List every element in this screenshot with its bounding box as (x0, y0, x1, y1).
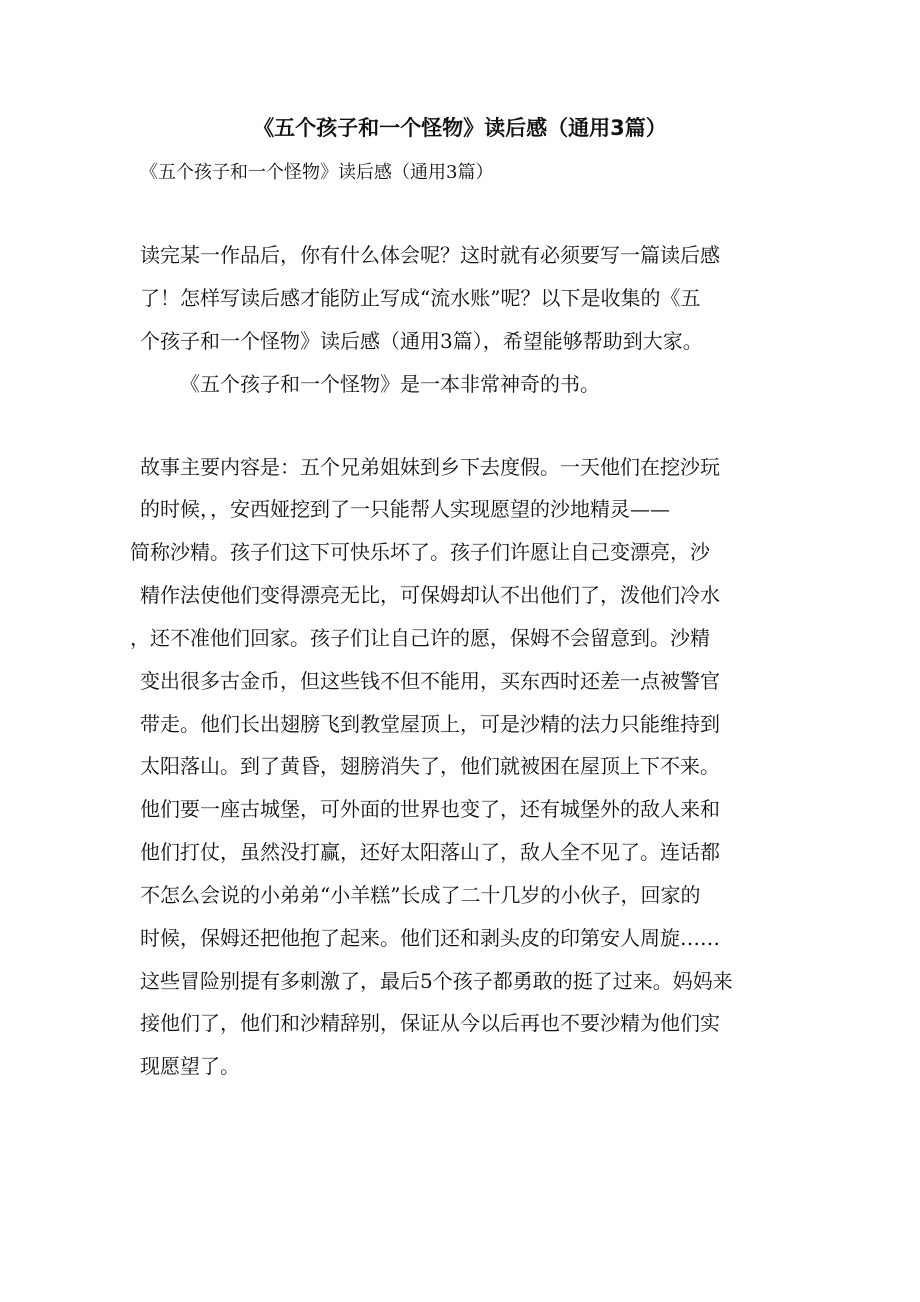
body-line: 变出很多古金币，但这些钱不但不能用，买东西时还差一点被警官 (140, 669, 720, 693)
body-line: 他们打仗，虽然没打赢，还好太阳落山了，敌人全不见了。连话都 (140, 840, 720, 864)
body-line: ，还不准他们回家。孩子们让自己许的愿，保姆不会留意到。沙精 (130, 626, 710, 650)
body-line: 这些冒险别提有多刺激了，最后5个孩子都勇敢的挺了过来。妈妈来 (140, 969, 733, 993)
document-subtitle: 《五个孩子和一个怪物》读后感（通用3篇） (140, 162, 494, 183)
body-line: 精作法使他们变得漂亮无比，可保姆却认不出他们了，泼他们冷水 (140, 583, 720, 607)
body-line: 接他们了，他们和沙精辞别，保证从今以后再也不要沙精为他们实 (140, 1011, 720, 1035)
first-sentence: 《五个孩子和一个怪物》是一本非常神奇的书。 (180, 372, 600, 396)
intro-line: 个孩子和一个怪物》读后感（通用3篇），希望能够帮助到大家。 (140, 329, 703, 353)
body-line: 的时候，，安西娅挖到了一只能帮人实现愿望的沙地精灵—— (140, 497, 670, 521)
intro-line: 了！怎样写读后感才能防止写成“流水账”呢？以下是收集的《五 (140, 286, 701, 310)
body-line: 带走。他们长出翅膀飞到教堂屋顶上，可是沙精的法力只能维持到 (140, 712, 720, 736)
intro-line: 读完某一作品后，你有什么体会呢？这时就有必须要写一篇读后感 (140, 243, 720, 267)
body-line: 不怎么会说的小弟弟“小羊糕”长成了二十几岁的小伙子，回家的 (140, 883, 701, 907)
body-line: 故事主要内容是：五个兄弟姐妹到乡下去度假。一天他们在挖沙玩 (140, 455, 720, 479)
document-title: 《五个孩子和一个怪物》读后感（通用3篇） (253, 116, 667, 140)
body-line: 时候，保姆还把他抱了起来。他们还和剥头皮的印第安人周旋…… (140, 926, 720, 950)
body-line: 简称沙精。孩子们这下可快乐坏了。孩子们许愿让自己变漂亮，沙 (130, 540, 710, 564)
body-line: 现愿望了。 (140, 1054, 240, 1078)
body-line: 他们要一座古城堡，可外面的世界也变了，还有城堡外的敌人来和 (140, 797, 720, 821)
body-line: 太阳落山。到了黄昏，翅膀消失了，他们就被困在屋顶上下不来。 (140, 754, 720, 778)
